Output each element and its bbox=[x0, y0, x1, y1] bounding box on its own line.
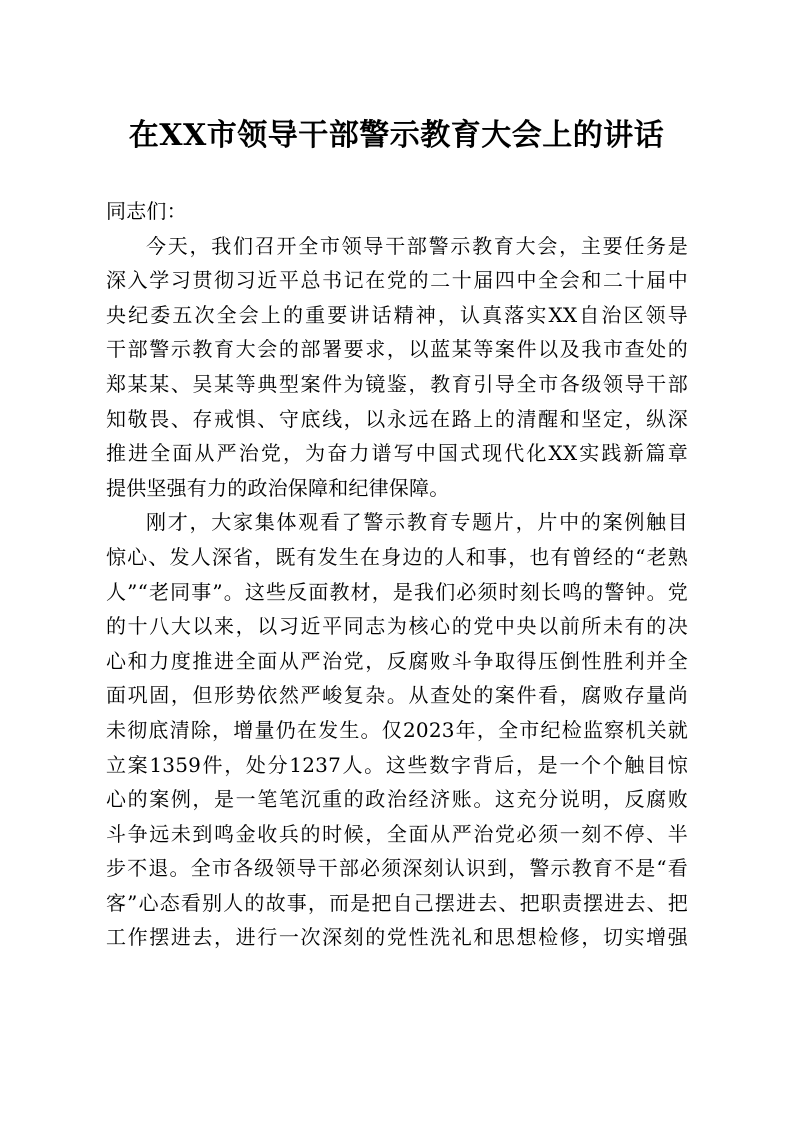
paragraph-1-line: 推进全面从严治党，为奋力谱写中国式现代化XX实践新篇章 bbox=[106, 441, 688, 466]
paragraph-2-line: 心的案例，是一笔笔沉重的政治经济账。这充分说明，反腐败 bbox=[106, 787, 688, 812]
paragraph-1-line: 干部警示教育大会的部署要求，以蓝某等案件以及我市查处的 bbox=[106, 337, 688, 362]
paragraph-2-line: 惊心、发人深省，既有发生在身边的人和事，也有曾经的“老熟 bbox=[106, 544, 688, 569]
paragraph-2-line: 心和力度推进全面从严治党，反腐败斗争取得压倒性胜利并全 bbox=[106, 648, 688, 673]
paragraph-2-line: 立案1359件，处分1237人。这些数字背后，是一个个触目惊 bbox=[106, 752, 688, 777]
paragraph-2-line: 步不退。全市各级领导干部必须深刻认识到，警示教育不是“看 bbox=[106, 856, 688, 881]
document-body bbox=[106, 194, 688, 955]
paragraph-2-line: 刚才，大家集体观看了警示教育专题片，片中的案例触目 bbox=[146, 510, 688, 535]
paragraph-1-line: 提供坚强有力的政治保障和纪律保障。 bbox=[106, 475, 450, 500]
document-title: 在XX市领导干部警示教育大会上的讲话 bbox=[128, 118, 665, 153]
paragraph-2-line: 工作摆进去，进行一次深刻的党性洗礼和思想检修，切实增强 bbox=[106, 925, 688, 950]
paragraph-1-line: 央纪委五次全会上的重要讲话精神，认真落实XX自治区领导 bbox=[106, 302, 688, 327]
paragraph-2-line: 人”“老同事”。这些反面教材，是我们必须时刻长鸣的警钟。党 bbox=[106, 579, 688, 604]
paragraph-1-line: 知敬畏、存戒惧、守底线，以永远在路上的清醒和坚定，纵深 bbox=[106, 406, 688, 431]
paragraph-2-line: 未彻底清除，增量仍在发生。仅2023年，全市纪检监察机关就 bbox=[106, 717, 688, 742]
greeting: 同志们： bbox=[106, 199, 187, 223]
paragraph-2-line: 的十八大以来，以习近平同志为核心的党中央以前所未有的决 bbox=[106, 614, 688, 639]
paragraph-2-line: 客”心态看别人的故事，而是把自己摆进去、把职责摆进去、把 bbox=[106, 890, 688, 915]
paragraph-2-line: 面巩固，但形势依然严峻复杂。从查处的案件看，腐败存量尚 bbox=[106, 683, 688, 708]
paragraph-1-line: 今天，我们召开全市领导干部警示教育大会，主要任务是 bbox=[146, 233, 688, 258]
paragraph-2-line: 斗争远未到鸣金收兵的时候，全面从严治党必须一刻不停、半 bbox=[106, 821, 688, 846]
paragraph-1-line: 郑某某、吴某等典型案件为镜鉴，教育引导全市各级领导干部 bbox=[106, 371, 688, 396]
paragraph-1-line: 深入学习贯彻习近平总书记在党的二十届四中全会和二十届中 bbox=[106, 268, 688, 293]
